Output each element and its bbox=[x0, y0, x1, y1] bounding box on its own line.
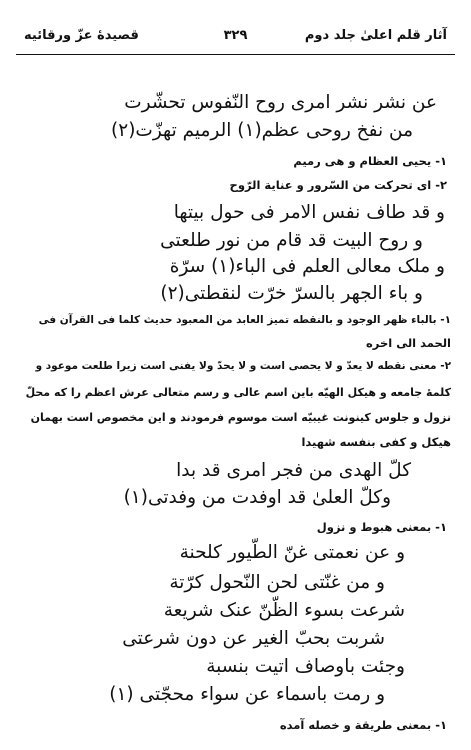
verse-line: و روح البیت قد قام من نور طلعتی bbox=[160, 230, 423, 251]
footnote-line: هیکل و کفی بنفسه شهیدا bbox=[301, 435, 451, 449]
footnote-line: ۲- معنی نقطه لا یعدّ و لا یحصی است و لا یحدّ ولا یفنی است زیرا طلعت موعود و bbox=[35, 360, 451, 372]
page-header bbox=[24, 28, 447, 50]
verse-line: من نفخ روحی عظم(۱) الرمیم تهزّت(۲) bbox=[111, 120, 413, 141]
section-title: قصیدهٔ عزّ ورقائیه bbox=[24, 28, 139, 43]
verse-line: شرعت بسوء الظّنّ عنک شریعة bbox=[163, 600, 405, 621]
verse-line: شربت بحبّ الغیر عن دون شرعتی bbox=[122, 628, 385, 649]
verse-line: و رمت باسماء عن سواء محجّتی (۱) bbox=[109, 684, 385, 705]
verse-line: و من غنّتی لحن النّحول کرّتة bbox=[169, 572, 385, 593]
page-number: ۳۲۹ bbox=[223, 28, 248, 43]
footnote-line: ۱- بمعنی طریقة و خصله آمده bbox=[279, 718, 447, 732]
footnote-line: ۱- بمعنی هبوط و نزول bbox=[316, 520, 447, 534]
verse-line: وکلّ العلیٰ قد اوفدت من وفدتی(۱) bbox=[123, 487, 391, 508]
verse-line: وجئت باوصاف اتیت بنسبة bbox=[206, 656, 405, 677]
header-rule bbox=[16, 54, 455, 55]
verse-line: و باء الجهر بالسرّ خرّت لنقطتی(۲) bbox=[160, 283, 423, 304]
footnote-line: الحمد الی اخره bbox=[366, 336, 451, 350]
verse-line: و قد طاف نفس الامر فی حول بیتها bbox=[173, 202, 445, 223]
footnote-line: کلمهٔ جامعه و هیکل الهیّه باین اسم عالی و رسم متعالی عرش اعظم را که محلّ bbox=[25, 386, 451, 399]
footnote-line: ۱- یحیی العظام و هی رمیم bbox=[293, 154, 447, 168]
book-title: آثار قلم اعلیٰ جلد دوم bbox=[304, 28, 447, 43]
footnote-line: نزول و جلوس کینونت غیبیّه است موسوم فرمودند و این مخصوص است بهمان bbox=[30, 411, 451, 424]
verse-line: و ملک معالی العلم فی الباء(۱) سرّة bbox=[169, 256, 445, 277]
footnote-line: ۲- ای تحرکت من السّرور و عنایة الرّوح bbox=[229, 178, 447, 192]
footnote-line: ۱- بالباء ظهر الوجود و بالنقطه تمیز العابد من المعبود حدیث کلما فی القرآن فی bbox=[38, 314, 451, 326]
verse-line: کلّ الهدی من فجر امری قد بدا bbox=[176, 460, 411, 481]
verse-line: عن نشر نشر امری روح النّفوس تحشّرت bbox=[124, 92, 437, 113]
verse-line: و عن نعمتی غنّ الطّیور کلحنة bbox=[179, 542, 405, 563]
